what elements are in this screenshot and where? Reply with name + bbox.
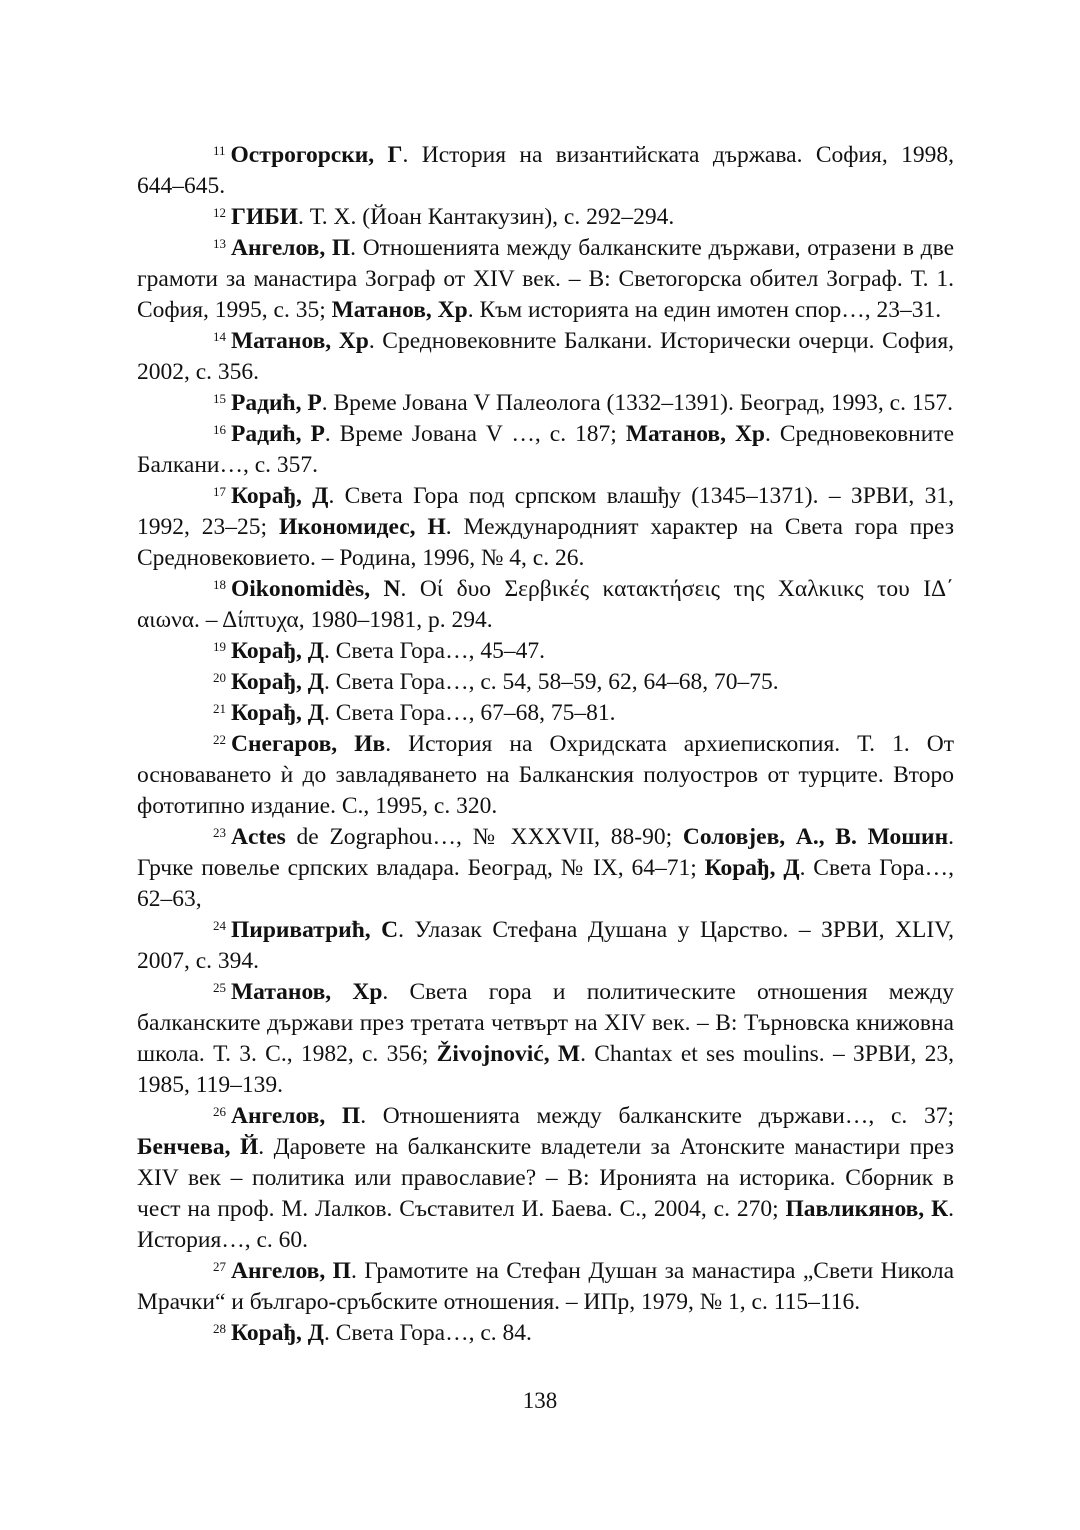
footnote-author: Ангелов, П bbox=[231, 1258, 351, 1284]
footnote-number: 14 bbox=[213, 329, 226, 344]
footnote bbox=[137, 140, 954, 202]
footnote-author: Корађ, Д bbox=[231, 638, 324, 664]
page-number: 138 bbox=[522, 1388, 558, 1413]
footnote-text: . История…, с. 60. bbox=[137, 1196, 954, 1253]
footnote-text: . Международният характер на Света гора през Средновековието. – Родина, 1996, № 4, с. 26. bbox=[137, 514, 955, 571]
footnote-number: 28 bbox=[213, 1321, 226, 1336]
footnote-author: Oikonomidès, N bbox=[231, 576, 401, 602]
footnote bbox=[137, 667, 954, 698]
footnote-author: Ангелов, П bbox=[231, 1103, 361, 1129]
footnote-text: . Т. Х. (Йоан Кантакузин), с. 292–294. bbox=[298, 204, 675, 230]
footnote-text: . Света Гора…, 62–63, bbox=[137, 855, 954, 912]
footnote-number: 23 bbox=[213, 825, 226, 840]
footnote-author: Снегаров, Ив bbox=[231, 731, 386, 757]
footnote-author: Бенчева, Й bbox=[137, 1134, 259, 1160]
footnote-author: Радић, Р bbox=[231, 390, 322, 416]
footnote-author: Корађ, Д bbox=[231, 700, 324, 726]
footnote-author: Ангелов, П bbox=[231, 235, 351, 261]
footnote-author: Острогорски, Г bbox=[230, 142, 403, 168]
footnote-number: 19 bbox=[213, 639, 226, 654]
footnote-author: Матанов, Хр bbox=[625, 421, 766, 447]
footnote bbox=[137, 729, 954, 822]
footnote-text: . Време Јована V Палеолога (1332–1391). Београд, 1993, с. 157. bbox=[321, 390, 953, 416]
footnote-text: . Грчке повелье српских владара. Београд, № IX, 64–71; bbox=[137, 824, 954, 881]
footnote-text: . Средновековните Балкани. Исторически очерци. София, 2002, с. 356. bbox=[137, 328, 955, 385]
footnote bbox=[137, 915, 954, 977]
footnote-text: . Време Јована V …, с. 187; bbox=[324, 421, 626, 447]
footnote-number: 26 bbox=[213, 1104, 226, 1119]
footnote-text: . Света Гора…, с. 84. bbox=[323, 1320, 532, 1346]
footnote-text: . Отношенията между балканските държави, отразени в две грамоти за манастира Зограф от XIV век. – В: Светогорска обител Зограф. Т. 1. София, 1995, с. 35; bbox=[137, 235, 954, 323]
footnote-text: . Οί δυο Σερβικές κατακτήσεις της Χαλκιικς του ΙΔ΄ αιωνα. – Δίπτυχα, 1980–1981, p. 294. bbox=[137, 576, 954, 633]
footnote-author: Пириватрић, С bbox=[231, 917, 399, 943]
footnote-text: . Chantax et ses moulins. – ЗРВИ, 23, 1985, 119–139. bbox=[137, 1041, 954, 1098]
footnote-number: 27 bbox=[213, 1259, 226, 1274]
footnote-text: . Даровете на балканските владетели за Атонските манастири през XIV век – политика или православие? – В: Иронията на историка. Сборник в чест на проф. М. Лалков. Съставител И. Баева. С., 2004, с. 270; bbox=[137, 1134, 954, 1222]
footnote-author: Živojnović, M bbox=[436, 1041, 581, 1067]
footnote-author: ГИБИ bbox=[231, 204, 299, 230]
footnote-text: de Zographou…, № XXXVII, 88-90; bbox=[285, 824, 683, 850]
footnote-author: Матанов, Хр bbox=[231, 328, 369, 354]
footnote-author: Корађ, Д bbox=[704, 855, 800, 881]
footnote-number: 22 bbox=[213, 732, 226, 747]
footnote-number: 21 bbox=[213, 701, 226, 716]
footnote bbox=[137, 698, 954, 729]
footnote-author: Соловјев, А., В. Мошин bbox=[682, 824, 949, 850]
footnote-number: 15 bbox=[213, 391, 226, 406]
footnote-author: Икономидес, Н bbox=[278, 514, 446, 540]
footnote bbox=[137, 574, 954, 636]
footnote bbox=[137, 202, 954, 233]
footnote-author: Павликянов, К bbox=[785, 1196, 949, 1222]
footnote-text: . Към историята на един имотен спор…, 23–31. bbox=[467, 297, 942, 323]
footnote-text: . Улазак Стефана Душана у Царство. – ЗРВИ, XLIV, 2007, с. 394. bbox=[137, 917, 954, 974]
footnote-author: Корађ, Д bbox=[231, 669, 324, 695]
footnote-number: 12 bbox=[213, 205, 226, 220]
footnote-author: Матанов, Хр bbox=[331, 297, 468, 323]
footnote-number: 11 bbox=[213, 143, 226, 158]
footnote bbox=[137, 388, 954, 419]
footnote-number: 13 bbox=[213, 236, 226, 251]
footnote-text: . Отношенията между балканските държави…, с. 37; bbox=[360, 1103, 954, 1129]
footnote-text: . Света Гора…, с. 54, 58–59, 62, 64–68, 70–75. bbox=[323, 669, 779, 695]
footnote-number: 17 bbox=[213, 484, 226, 499]
footnote-author: Радић, Р bbox=[231, 421, 325, 447]
footnote-author: Actes bbox=[231, 824, 286, 850]
footnote bbox=[137, 233, 954, 326]
footnote-author: Корађ, Д bbox=[231, 1320, 324, 1346]
footnote bbox=[137, 1318, 954, 1349]
footnote bbox=[137, 636, 954, 667]
footnote-number: 18 bbox=[213, 577, 226, 592]
footnote bbox=[137, 1256, 954, 1318]
footnote-text: . История на византийската държава. София, 1998, 644–645. bbox=[137, 142, 954, 199]
footnote-text: . История на Охридската архиепископия. Т. 1. От основаването ѝ до завладяването на Балканския полуостров от турците. Второ фототипно издание. С., 1995, с. 320. bbox=[137, 731, 954, 819]
footnote-author: Корађ, Д bbox=[231, 483, 329, 509]
footnote bbox=[137, 326, 954, 388]
footnote bbox=[137, 419, 954, 481]
footnote bbox=[137, 822, 954, 915]
footnote-text: . Средновековните Балкани…, с. 357. bbox=[137, 421, 955, 478]
footnote-number: 25 bbox=[213, 980, 226, 995]
footnote-text: . Света Гора под српском влашђу (1345–1371). – ЗРВИ, 31, 1992, 23–25; bbox=[137, 483, 955, 540]
footnote bbox=[137, 1101, 954, 1256]
footnotes-block bbox=[137, 140, 954, 1349]
footnote bbox=[137, 977, 954, 1101]
footnote-author: Матанов, Хр bbox=[231, 979, 383, 1005]
footnote-text: . Грамотите на Стефан Душан за манастира „Свети Никола Мрачки“ и българо-сръбските отношения. – ИПр, 1979, № 1, с. 115–116. bbox=[137, 1258, 954, 1315]
footnote-number: 20 bbox=[213, 670, 226, 685]
footnote-text: . Света Гора…, 45–47. bbox=[323, 638, 545, 664]
footnote-text: . Света Гора…, 67–68, 75–81. bbox=[323, 700, 616, 726]
footnote-number: 16 bbox=[213, 422, 226, 437]
footnote bbox=[137, 481, 954, 574]
footnote-number: 24 bbox=[213, 918, 226, 933]
footnote-text: . Света гора и политическите отношения между балканските държави през третата четвърт на XIV век. – В: Търновска книжовна школа. Т. 3. С., 1982, с. 356; bbox=[137, 979, 954, 1067]
